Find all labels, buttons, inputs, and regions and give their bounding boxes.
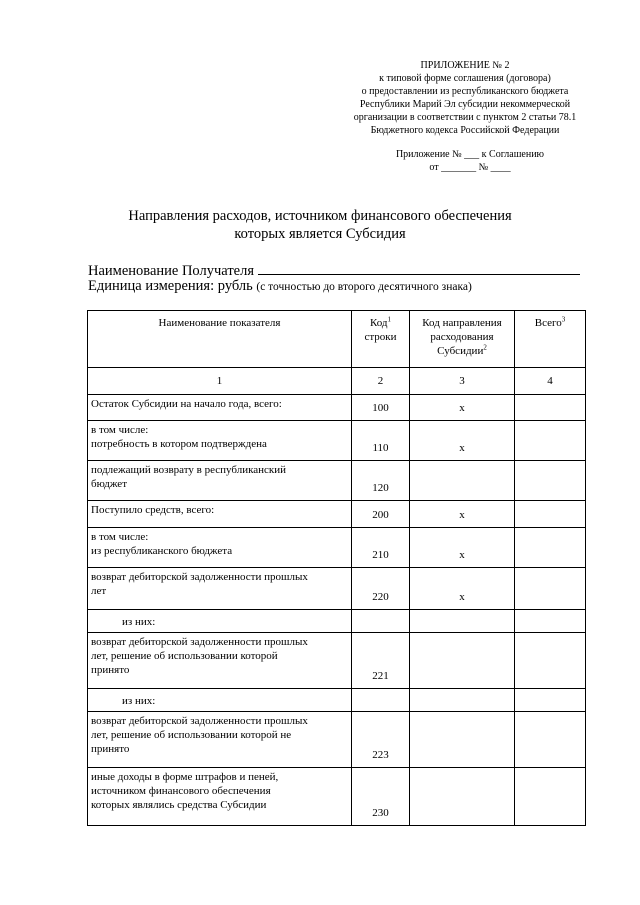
row-indicator-name: из них: — [88, 610, 352, 633]
row-total[interactable] — [515, 568, 586, 610]
table-row — [88, 712, 586, 768]
header-code: Код$^1$ строки — [352, 311, 410, 368]
appendix-line: к типовой форме соглашения (договора) — [379, 73, 551, 84]
recipient-blank-line[interactable] — [258, 261, 580, 275]
agreement-reference-line: Приложение № ___ к Соглашению — [395, 149, 545, 160]
column-number: 4 — [515, 368, 586, 395]
row-indicator-name: из них: — [88, 689, 352, 712]
row-total[interactable] — [515, 421, 586, 461]
row-indicator-name: Поступило средств, всего: — [88, 501, 352, 528]
row-indicator-name: Остаток Субсидии на начало года, всего: — [88, 395, 352, 421]
table-row — [88, 501, 586, 528]
row-total[interactable] — [515, 461, 586, 501]
row-indicator-name: в том числе: потребность в котором подтверждена — [88, 421, 352, 461]
row-total[interactable] — [515, 610, 586, 633]
row-total[interactable] — [515, 689, 586, 712]
row-indicator-name: в том числе: из республиканского бюджета — [88, 528, 352, 568]
appendix-line: ПРИЛОЖЕНИЕ № 2 — [420, 60, 510, 71]
row-code — [352, 689, 410, 712]
appendix-line: Республики Марий Эл субсидии некоммерческой — [359, 99, 571, 110]
row-code: 200 — [352, 501, 410, 528]
table-row — [88, 421, 586, 461]
table-row — [88, 768, 586, 826]
table-row — [88, 395, 586, 421]
table-row — [88, 689, 586, 712]
column-number: 3 — [410, 368, 515, 395]
agreement-reference-date: от _______ № ____ — [429, 162, 511, 173]
row-code: 220 — [352, 568, 410, 610]
row-code: 210 — [352, 528, 410, 568]
row-direction-code — [410, 689, 515, 712]
appendix-line: организации в соответствии с пунктом 2 статьи 78.1 — [353, 112, 577, 123]
title-line: Направления расходов, источником финансового обеспечения — [128, 208, 512, 224]
row-indicator-name: иные доходы в форме штрафов и пеней, источником финансового обеспечения которых являлись средства Субсидии — [88, 768, 352, 826]
header-name: Наименование показателя — [88, 311, 352, 368]
appendix-line: Бюджетного кодекса Российской Федерации — [370, 125, 560, 136]
table-row — [88, 633, 586, 689]
unit-of-measure — [88, 278, 472, 295]
column-number: 1 — [88, 368, 352, 395]
row-code: 110 — [352, 421, 410, 461]
row-indicator-name: подлежащий возврату в республиканский бюджет — [88, 461, 352, 501]
row-code: 230 — [352, 768, 410, 826]
row-code: 120 — [352, 461, 410, 501]
row-direction-code: x — [410, 568, 515, 610]
column-number: 2 — [352, 368, 410, 395]
recipient-label: Наименование Получателя — [88, 263, 255, 279]
row-direction-code — [410, 712, 515, 768]
row-indicator-name: возврат дебиторской задолженности прошлых лет — [88, 568, 352, 610]
row-direction-code: x — [410, 528, 515, 568]
appendix-line: о предоставлении из республиканского бюджета — [361, 86, 569, 97]
table-header-row — [88, 311, 586, 368]
row-direction-code: x — [410, 395, 515, 421]
row-direction-code — [410, 768, 515, 826]
table-row — [88, 461, 586, 501]
row-code: 100 — [352, 395, 410, 421]
row-direction-code — [410, 633, 515, 689]
agreement-reference — [360, 148, 580, 174]
row-indicator-name: возврат дебиторской задолженности прошлых лет, решение об использовании которой не принято — [88, 712, 352, 768]
row-total[interactable] — [515, 395, 586, 421]
expenditure-table — [87, 310, 586, 826]
row-direction-code — [410, 610, 515, 633]
header-direction-code: Код направления расходования Субсидии$^2$ — [410, 311, 515, 368]
document-title — [100, 207, 540, 243]
row-total[interactable] — [515, 633, 586, 689]
row-total[interactable] — [515, 501, 586, 528]
table-row — [88, 528, 586, 568]
row-code — [352, 610, 410, 633]
row-direction-code: x — [410, 421, 515, 461]
unit-label: Единица измерения: рубль — [88, 278, 253, 294]
unit-note: (с точностью до второго десятичного знака) — [256, 281, 472, 293]
column-numbers-row — [88, 368, 586, 395]
row-code: 221 — [352, 633, 410, 689]
row-direction-code: x — [410, 501, 515, 528]
row-indicator-name: возврат дебиторской задолженности прошлых лет, решение об использовании которой принято — [88, 633, 352, 689]
row-total[interactable] — [515, 712, 586, 768]
appendix-header — [330, 59, 600, 137]
row-code: 223 — [352, 712, 410, 768]
row-direction-code — [410, 461, 515, 501]
row-total[interactable] — [515, 528, 586, 568]
header-total: Всего$^3$ — [515, 311, 586, 368]
title-line: которых является Субсидия — [234, 226, 406, 242]
table-row — [88, 568, 586, 610]
row-total[interactable] — [515, 768, 586, 826]
table-row — [88, 610, 586, 633]
